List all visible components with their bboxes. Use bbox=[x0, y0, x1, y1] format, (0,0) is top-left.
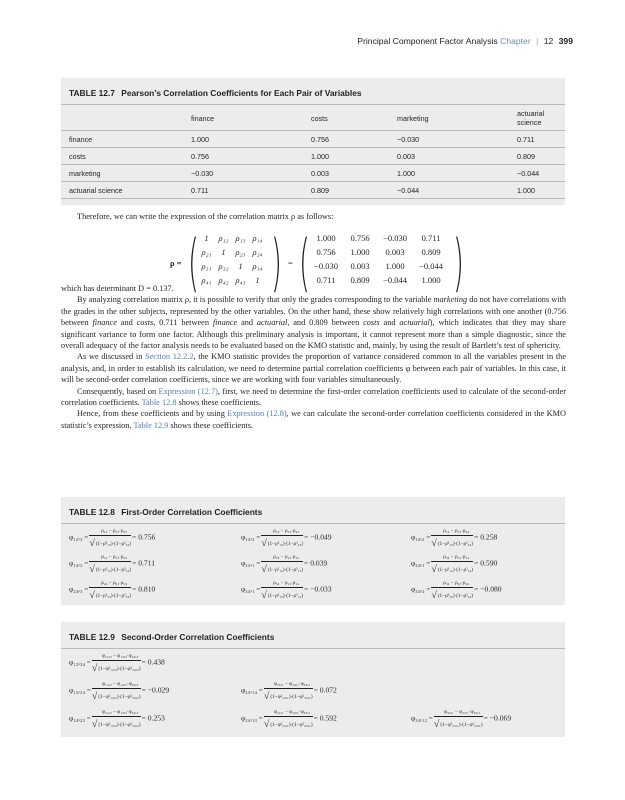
paragraph-first-order: Consequently, based on Expression (12.7), first, we need to determine the first-order correlation coefficients used to calculate of the second-order correlation coefficients. Table 12.8 shows these coefficients. bbox=[61, 386, 566, 408]
matrix-equals: = bbox=[288, 258, 293, 268]
determinant-line: which has determinant D = 0.137. bbox=[61, 284, 174, 293]
matrix-lhs: ρ = bbox=[170, 258, 182, 268]
right-paren-icon: ) bbox=[453, 226, 464, 299]
coefficient-formula: φ₁₄,₂ = ρ₁₄ − ρ₁₂·ρ₂₄ √ (1−ρ²₁₂)·(1−ρ²₂₄) = 0.258 bbox=[411, 528, 497, 548]
matrix-entry: 0.756 bbox=[350, 233, 370, 243]
coefficient-formula: φ₂₄,₁₃ = φ₂₄,₁ − φ₂₃,₁·φ₃₄,₁ √ (1−φ²₂₃,₁)·(1−φ²₃₄,₁) = 0.592 bbox=[241, 709, 337, 729]
column-header: finance bbox=[186, 105, 311, 131]
running-head-title: Principal Component Factor Analysis bbox=[357, 36, 498, 46]
coefficient-formula: φ₁₂,₃ = ρ₁₂ − ρ₁₃·ρ₂₃ √ (1−ρ²₁₃)·(1−ρ²₂₃) = 0.756 bbox=[69, 528, 155, 548]
table-12-8 bbox=[61, 497, 565, 605]
coefficient-formula: φ₁₄,₂₃ = φ₁₄,₂ − φ₁₃,₂·φ₃₄,₂ √ (1−φ²₁₃,₂)·(1−φ²₃₄,₂) = 0.253 bbox=[69, 709, 165, 729]
table-12-9-caption bbox=[61, 622, 565, 648]
matrix-entry: 0.756 bbox=[316, 247, 336, 257]
symbolic-matrix bbox=[198, 233, 266, 286]
matrix-entry: 1 bbox=[255, 275, 260, 285]
matrix-entry: ρ₃₁ bbox=[201, 261, 212, 271]
second-order-grid bbox=[61, 649, 565, 737]
row-label: actuarial science bbox=[61, 182, 186, 199]
right-paren-icon: ) bbox=[271, 226, 282, 299]
first-order-grid bbox=[61, 524, 565, 604]
matrix-entry: ρ₂₃ bbox=[235, 247, 246, 257]
matrix-entry: 0.711 bbox=[421, 233, 441, 243]
table-header-row bbox=[61, 105, 565, 131]
matrix-entry: 0.809 bbox=[421, 247, 441, 257]
matrix-entry: 1 bbox=[238, 261, 243, 271]
table-cell: −0.030 bbox=[186, 165, 311, 182]
matrix-entry: −0.030 bbox=[383, 233, 407, 243]
coefficient-formula: φ₁₂,₃₄ = φ₁₂,₃ − φ₁₄,₃·φ₂₄,₃ √ (1−φ²₁₄,₃)·(1−φ²₂₄,₃) = 0.438 bbox=[69, 653, 165, 673]
table-cell: 1.000 bbox=[517, 182, 565, 199]
left-paren-icon: ( bbox=[188, 226, 199, 299]
table-caption-text: Second-Order Correlation Coefficients bbox=[121, 632, 275, 642]
paragraph-kmo: As we discussed in Section 12.2.2, the KMO statistic provides the proportion of variance considered common to all the variables present in the analysis, and, in order to establish its calculation, we need to determine partial correlation coefficients φ between each pair of variables. In this case, it will be second-order correlation coefficients, since we are working with four variables simultaneously. bbox=[61, 352, 567, 385]
running-head-chapter-number: 12 bbox=[543, 36, 554, 46]
table-row bbox=[61, 148, 565, 165]
matrix-entry: 1.000 bbox=[350, 247, 370, 257]
matrix-entry: 0.809 bbox=[350, 275, 370, 285]
row-label: finance bbox=[61, 131, 186, 148]
row-label: costs bbox=[61, 148, 186, 165]
running-head-chapter-label: Chapter bbox=[500, 36, 531, 46]
matrix-entry: ρ₃₂ bbox=[218, 261, 229, 271]
table-12-9 bbox=[61, 622, 565, 737]
table-label: TABLE 12.8 bbox=[69, 507, 115, 517]
table-cell: 0.003 bbox=[311, 165, 397, 182]
running-head: Principal Component Factor Analysis Chapter | 12 399 bbox=[357, 36, 573, 46]
matrix-entry: 1.000 bbox=[385, 261, 405, 271]
table-12-8-caption bbox=[61, 497, 565, 523]
table-12-7 bbox=[61, 78, 565, 205]
table-12-7-caption bbox=[61, 78, 565, 104]
table-cell: 1.000 bbox=[311, 148, 397, 165]
table-cell: 1.000 bbox=[397, 165, 517, 182]
table-cell: 0.809 bbox=[311, 182, 397, 199]
matrix-entry: ρ₁₂ bbox=[218, 233, 229, 243]
table-row bbox=[61, 131, 565, 148]
table-cell: 1.000 bbox=[186, 131, 311, 148]
correlation-table bbox=[61, 104, 565, 199]
section-link[interactable]: Section 12.2.2 bbox=[145, 352, 194, 362]
matrix-entry: −0.044 bbox=[419, 261, 443, 271]
coefficient-formula: φ₂₄,₁ = ρ₂₄ − ρ₁₂·ρ₁₄ √ (1−ρ²₁₂)·(1−ρ²₁₄) = 0.590 bbox=[411, 554, 497, 574]
intro-paragraph bbox=[61, 211, 566, 222]
table-cell: 0.756 bbox=[311, 131, 397, 148]
table-cell: −0.030 bbox=[397, 131, 517, 148]
matrix-entry: 1.000 bbox=[421, 275, 441, 285]
matrix-entry: ρ₁₃ bbox=[235, 233, 246, 243]
matrix-entry: 1.000 bbox=[316, 233, 336, 243]
matrix-entry: 0.003 bbox=[350, 261, 370, 271]
matrix-entry: −0.044 bbox=[383, 275, 407, 285]
column-header bbox=[61, 105, 186, 131]
table-label: TABLE 12.7 bbox=[69, 88, 115, 98]
coefficient-formula: φ₁₄,₃ = ρ₁₄ − ρ₁₃·ρ₃₄ √ (1−ρ²₁₃)·(1−ρ²₃₄) = 0.711 bbox=[69, 554, 155, 574]
column-header: actuarial science bbox=[517, 105, 565, 131]
coefficient-formula: φ₃₄,₂ = ρ₃₄ − ρ₂₃·ρ₂₄ √ (1−ρ²₂₃)·(1−ρ²₂₄) = −0.080 bbox=[411, 580, 502, 600]
row-label: marketing bbox=[61, 165, 186, 182]
table-label: TABLE 12.9 bbox=[69, 632, 115, 642]
table-cell: 0.711 bbox=[517, 131, 565, 148]
numeric-matrix bbox=[309, 233, 449, 286]
column-header: marketing bbox=[397, 105, 517, 131]
coefficient-formula: φ₂₃,₁ = ρ₂₃ − ρ₁₂·ρ₁₃ √ (1−ρ²₁₂)·(1−ρ²₁₃) = 0.039 bbox=[241, 554, 327, 574]
body-paragraphs bbox=[61, 283, 566, 431]
table-link[interactable]: Table 12.9 bbox=[133, 420, 169, 430]
table-row bbox=[61, 182, 565, 199]
coefficient-formula: φ₂₃,₁₄ = φ₂₃,₁ − φ₂₄,₁·φ₃₄,₁ √ (1−φ²₂₄,₁)·(1−φ²₃₄,₁) = 0.072 bbox=[241, 681, 337, 701]
matrix-entry: 1 bbox=[221, 247, 226, 257]
matrix-entry: 0.003 bbox=[385, 247, 405, 257]
matrix-entry: −0.030 bbox=[314, 261, 338, 271]
table-cell: 0.711 bbox=[186, 182, 311, 199]
coefficient-formula: φ₁₃,₂₄ = φ₁₃,₂ − φ₁₄,₂·φ₃₄,₂ √ (1−φ²₁₄,₂)·(1−φ²₃₄,₂) = −0.029 bbox=[69, 681, 169, 701]
left-paren-icon: ( bbox=[299, 226, 310, 299]
expression-link[interactable]: Expression (12.7) bbox=[158, 386, 218, 396]
matrix-entry: ρ₂₁ bbox=[201, 247, 212, 257]
paragraph-correlation-analysis: By analyzing correlation matrix ρ, it is possible to verify that only the grades corresponding to the variable marketing do not have correlations with the grades in the other subjects, represented by the other variables. On the other hand, these show relatively high correlations with one another (0.756 between finance and costs, 0.711 between finance and actuarial, and 0.809 between costs and actuarial), which indicates that they may share significant variance to form one factor. Although this preliminary analysis is important, it cannot represent more than a simple diagnostic, since the overall adequacy of the factor analysis needs to be evaluated based on the KMO statistic and, mainly, by using the result of Bartlett’s test of sphericity. bbox=[61, 295, 566, 351]
expression-link[interactable]: Expression (12.8) bbox=[227, 409, 287, 419]
coefficient-formula: φ₂₄,₃ = ρ₂₄ − ρ₂₃·ρ₃₄ √ (1−ρ²₂₃)·(1−ρ²₃₄) = 0.810 bbox=[69, 580, 155, 600]
matrix-entry: ρ₁₄ bbox=[252, 233, 263, 243]
matrix-entry: ρ₃₄ bbox=[252, 261, 263, 271]
page-number: 399 bbox=[558, 36, 573, 46]
table-link[interactable]: Table 12.8 bbox=[141, 398, 177, 408]
coefficient-formula: φ₃₄,₁ = ρ₃₄ − ρ₁₃·ρ₁₄ √ (1−ρ²₁₃)·(1−ρ²₁₄) = −0.033 bbox=[241, 580, 332, 600]
table-cell: −0.044 bbox=[517, 165, 565, 182]
table-caption-text: Pearson’s Correlation Coefficients for Each Pair of Variables bbox=[121, 88, 362, 98]
matrix-entry: ρ₄₃ bbox=[235, 275, 246, 285]
table-caption-text: First-Order Correlation Coefficients bbox=[121, 507, 263, 517]
matrix-entry: 0.711 bbox=[316, 275, 336, 285]
matrix-entry: ρ₄₁ bbox=[201, 275, 212, 285]
table-cell: 0.756 bbox=[186, 148, 311, 165]
table-cell: 0.003 bbox=[397, 148, 517, 165]
intro-sentence: Therefore, we can write the expression of the correlation matrix ρ as follows: bbox=[77, 212, 334, 221]
table-cell: 0.809 bbox=[517, 148, 565, 165]
table-row bbox=[61, 165, 565, 182]
coefficient-formula: φ₃₄,₁₂ = φ₃₄,₁ − φ₂₃,₁·φ₂₄,₁ √ (1−φ²₂₃,₁)·(1−φ²₂₄,₁) = −0.069 bbox=[411, 709, 511, 729]
table-cell: −0.044 bbox=[397, 182, 517, 199]
paragraph-second-order: Hence, from these coefficients and by using Expression (12.8), we can calculate the second-order correlation coefficients considered in the KMO statistic’s expression. Table 12.9 shows these coefficients. bbox=[61, 409, 566, 430]
matrix-entry: ρ₂₄ bbox=[252, 247, 263, 257]
column-header: costs bbox=[311, 105, 397, 131]
coefficient-formula: φ₁₃,₂ = ρ₁₃ − ρ₁₂·ρ₂₃ √ (1−ρ²₁₂)·(1−ρ²₂₃) = −0.049 bbox=[241, 528, 332, 548]
matrix-entry: ρ₄₂ bbox=[218, 275, 229, 285]
matrix-entry: 1 bbox=[204, 233, 209, 243]
